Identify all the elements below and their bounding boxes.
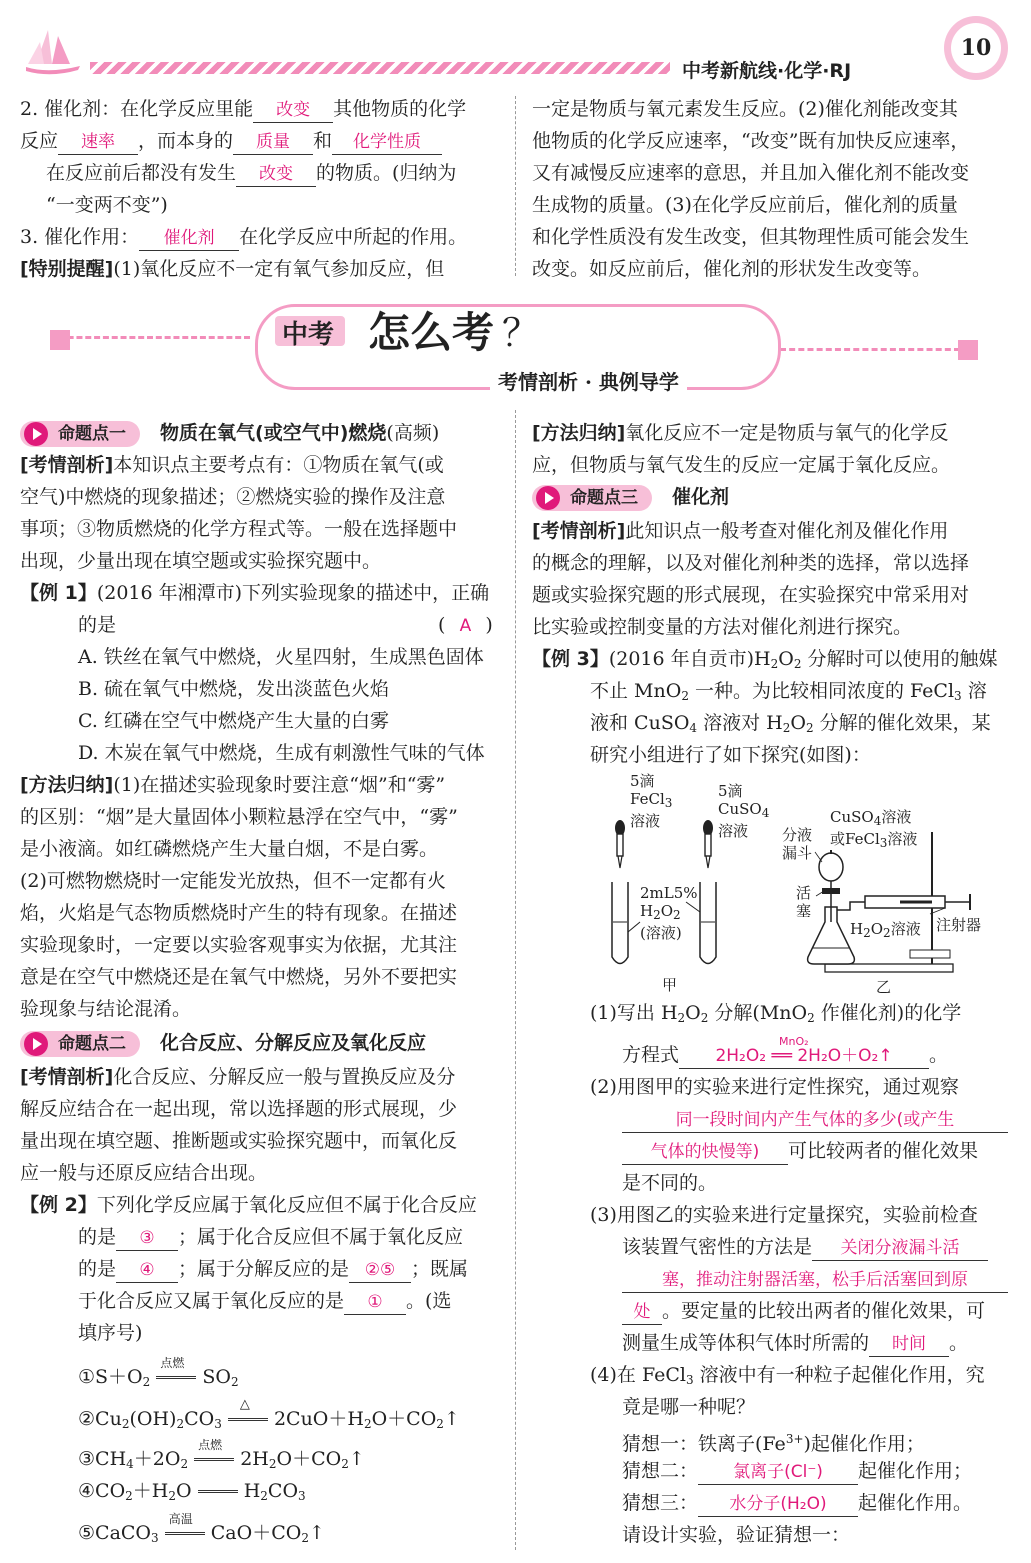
q2-line2 <box>622 1104 1008 1134</box>
h2o2-label: $H_2O_2$溶液 <box>850 920 921 940</box>
p1-analysis-4: 出现，少量出现在填空题或实验探究题中。 <box>20 550 382 572</box>
dropper2-label: 5滴 CuSO$_4$ 溶液 <box>718 782 770 840</box>
play-icon <box>24 1032 48 1056</box>
example2-l4: 于化合反应又属于氧化反应的是 ① 。(选 <box>78 1286 451 1316</box>
experiment-figure <box>600 772 1000 998</box>
header-stripe <box>90 62 670 74</box>
method-4: (2)可燃物燃烧时一定能发光放热，但不一定都有火 <box>20 870 446 892</box>
q3-line5: 测量生成等体积气体时所需的 时间 。 <box>622 1328 968 1358</box>
q4-line1: (4)在 FeCl$_3$ 溶液中有一种粒子起催化作用，究 <box>590 1364 985 1387</box>
q2-line3: 气体的快慢等) 可比较两者的催化效果 <box>622 1136 978 1166</box>
point3-heading: 命题点三 催化剂 <box>532 482 729 512</box>
option-b: B. 硫在氧气中燃烧，发出淡蓝色火焰 <box>78 678 390 700</box>
method-6: 实验现象时，一定要以实验客观事实为依据，尤其注 <box>20 934 458 956</box>
point2-badge: 命题点二 <box>20 1031 140 1057</box>
q3-line2: 该装置气密性的方法是 关闭分液漏斗活 <box>622 1232 988 1262</box>
answer-blank: 质量 <box>233 130 313 155</box>
example1-stem: 【例 1】(2016 年湘潭市)下列实验现象的描述中，正确 <box>20 582 490 604</box>
answer-blank: 速率 <box>58 130 138 155</box>
answer-blank: 关闭分液漏斗活 <box>812 1236 988 1261</box>
example2-l3: 的是 ④ ；属于分解反应的是 ②⑤ ；既属 <box>78 1254 468 1284</box>
q3-line4: 处 。要定量的比较出两者的催化效果，可 <box>622 1296 985 1326</box>
dropper1-label: 5滴 FeCl$_3$ 溶液 <box>630 772 673 830</box>
equation-5: ⑤CaCO$_3$ 高温 $CaO+CO_2↑$ <box>78 1512 325 1545</box>
example2-l2: 的是 ③ ；属于化合反应但不属于氧化反应 <box>78 1222 463 1252</box>
catalyst-def-line2: 反应 速率 ，而本身的 质量 和 化学性质 <box>20 126 442 156</box>
answer-blank: 时间 <box>869 1332 949 1357</box>
page-number-badge <box>944 16 1008 80</box>
reminder-cont-1: 一定是物质与氧元素发生反应。(2)催化剂能改变其 <box>532 98 958 120</box>
equation-3: $③CH_4+2O_2$ 点燃 $2H_2O+CO_2↑$ <box>78 1438 365 1471</box>
answer-blank: 塞，推动注射器活塞，松手后活塞回到原 <box>622 1268 1008 1293</box>
example1-answer: A <box>459 616 472 636</box>
r-method-1: [方法归纳]氧化反应不一定是物质与氧气的化学反 <box>532 422 949 444</box>
tube-label: 2mL5% $H_2O_2$ (溶液) <box>640 884 698 942</box>
column-divider-top <box>515 96 516 276</box>
page-number: 10 <box>951 23 1001 73</box>
answer-blank: ④ <box>116 1258 178 1283</box>
method-3: 是小液滴。如红磷燃烧产生大量白烟，不是白雾。 <box>20 838 439 860</box>
funnel-label: 分液 漏斗 <box>782 826 813 862</box>
q3-line1: (3)用图乙的实验来进行定量探究，实验前检查 <box>590 1204 978 1226</box>
example3-l3: 液和 CuSO$_4$ 溶液对 $H_2O_2$ 分解的催化效果，某 <box>590 712 991 735</box>
method-8: 验现象与结论混淆。 <box>20 998 192 1020</box>
p3-analysis-4: 比实验或控制变量的方法对催化剂进行探究。 <box>532 616 913 638</box>
banner-question-mark: ？ <box>502 311 541 355</box>
guess3: 猜想三： 水分子(H₂O) 起催化作用。 <box>622 1488 972 1518</box>
catalyst-def-line1: 2. 催化剂：在化学反应里能 改变 其他物质的化学 <box>20 94 466 124</box>
reminder-cont-4: 生成物的质量。(3)在化学反应前后，催化剂的质量 <box>532 194 958 216</box>
reminder-cont-3: 又有减慢反应速率的意思，并且加入催化剂不能改变 <box>532 162 970 184</box>
q1-line2: 方程式 MnO₂ 2H₂O₂ ══ 2H₂O＋O₂↑ 。 <box>622 1040 948 1070</box>
figure-jia-label: 甲 <box>662 976 678 994</box>
header-title: 中考新航线·化学·RJ <box>682 60 852 82</box>
syringe-label: 注射器 <box>936 916 982 934</box>
column-divider-main <box>515 410 516 1550</box>
q2-line1: (2)用图甲的实验来进行定性探究，通过观察 <box>590 1076 959 1098</box>
design-prompt: 请设计实验，验证猜想一： <box>622 1524 851 1546</box>
answer-blank: 处 <box>622 1300 662 1325</box>
figure-yi-label: 乙 <box>876 978 892 996</box>
banner-subtitle: 考情剖析 · 典例导学 <box>490 366 687 395</box>
option-c: C. 红磷在空气中燃烧产生大量的白雾 <box>78 710 389 732</box>
option-a: A. 铁丝在氧气中燃烧，火星四射，生成黑色固体 <box>78 646 484 668</box>
equation-1: $①S+O_2$ 点燃 $SO_2$ <box>78 1356 239 1389</box>
guess1: 猜想一：铁离子$(Fe^{3+})$起催化作用； <box>622 1432 925 1455</box>
equation-answer: MnO₂ 2H₂O₂ ══ 2H₂O＋O₂↑ <box>679 1044 929 1069</box>
answer-blank: 改变 <box>253 98 333 123</box>
method-7: 意是在空气中燃烧还是在氧气中燃烧，另外不要把实 <box>20 966 458 988</box>
q3-line3 <box>622 1264 1008 1294</box>
example3-l2: 不止 MnO$_2$ 一种。为比较相同浓度的 FeCl$_3$ 溶 <box>590 680 987 703</box>
p2-analysis-1: [考情剖析]化合反应、分解反应一般与置换反应及分 <box>20 1066 456 1088</box>
example3-l1: 【例 3】(2016 年自贡市)$H_2O_2$ 分解时可以使用的触媒 <box>532 648 998 671</box>
banner-title: 怎么考 <box>368 308 495 357</box>
q2-line4: 是不同的。 <box>622 1172 718 1194</box>
example1-stem2: 的是 ( A ) <box>78 614 493 636</box>
p2-analysis-2: 解反应结合在一起出现，常以选择题的形式展现，少 <box>20 1098 458 1120</box>
p1-analysis-1: [考情剖析]本知识点主要考点有：①物质在氧气(或 <box>20 454 444 476</box>
example2-l5: 填序号) <box>78 1322 143 1344</box>
p2-analysis-4: 应一般与还原反应结合出现。 <box>20 1162 268 1184</box>
r-method-2: 应，但物质与氧气发生的反应一定属于氧化反应。 <box>532 454 951 476</box>
method-5: 焰，火焰是气态物质燃烧时产生的特有现象。在描述 <box>20 902 458 924</box>
reminder-cont-6: 改变。如反应前后，催化剂的形状发生改变等。 <box>532 258 932 280</box>
special-reminder: [特别提醒](1)氧化反应不一定有氧气参加反应，但 <box>20 258 445 280</box>
p1-analysis-3: 事项；③物质燃烧的化学方程式等。一般在选择题中 <box>20 518 458 540</box>
p2-analysis-3: 量出现在填空题、推断题或实验探究题中，而氧化反 <box>20 1130 458 1152</box>
catalysis-line: 3. 催化作用： 催化剂 在化学反应中所起的作用。 <box>20 222 467 252</box>
answer-blank: ②⑤ <box>349 1258 411 1283</box>
example2-stem: 【例 2】下列化学反应属于氧化反应但不属于化合反应 <box>20 1194 477 1216</box>
method-2: 的区别：“烟”是大量固体小颗粒悬浮在空气中，“雾” <box>20 806 458 828</box>
q4-line2: 竟是哪一种呢？ <box>622 1396 756 1418</box>
banner-prefix: 中考 <box>282 320 335 350</box>
answer-blank: ① <box>344 1290 406 1315</box>
catalyst-def-line4: “一变两不变”) <box>46 194 168 216</box>
point3-badge: 命题点三 <box>532 485 652 511</box>
answer-blank: 化学性质 <box>332 130 442 155</box>
answer-blank: 气体的快慢等) <box>622 1140 788 1165</box>
p3-analysis-1: [考情剖析]此知识点一般考查对催化剂及催化作用 <box>532 520 949 542</box>
p3-analysis-3: 题或实验探究题的形式展现，在实验探究中常采用对 <box>532 584 970 606</box>
header-logo <box>18 22 88 77</box>
p1-analysis-2: 空气)中燃烧的现象描述；②燃烧实验的操作及注意 <box>20 486 446 508</box>
play-icon <box>24 422 48 446</box>
answer-blank: ③ <box>116 1226 178 1251</box>
catalyst-def-line3: 在反应前后都没有发生 改变 的物质。(归纳为 <box>46 158 456 188</box>
answer-blank: 改变 <box>236 162 316 187</box>
point1-heading: 命题点一 物质在氧气(或空气中)燃烧(高频) <box>20 418 439 448</box>
point2-heading: 命题点二 化合反应、分解反应及氧化反应 <box>20 1028 426 1058</box>
reminder-cont-2: 他物质的化学反应速率，“改变”既有加快反应速率， <box>532 130 970 152</box>
answer-blank: 催化剂 <box>139 226 239 251</box>
answer-blank: 同一段时间内产生气体的多少(或产生 <box>622 1108 1008 1133</box>
answer-blank: 氯离子(Cl⁻) <box>698 1460 858 1485</box>
valve-label: 活 塞 <box>796 884 812 920</box>
p3-analysis-2: 的概念的理解，以及对催化剂种类的选择，常以选择 <box>532 552 970 574</box>
answer-blank: 水分子(H₂O) <box>698 1492 858 1517</box>
method-1: [方法归纳](1)在描述实验现象时要注意“烟”和“雾” <box>20 774 446 796</box>
reminder-cont-5: 和化学性质没有发生改变，但其物理性质可能会发生 <box>532 226 970 248</box>
equation-2: $②Cu_2(OH)_2CO_3$ △ $2CuO+H_2O+CO_2↑$ <box>78 1397 460 1431</box>
play-icon <box>536 486 560 510</box>
solution-label: CuSO$_4$溶液 或FeCl$_3$溶液 <box>830 808 918 850</box>
equation-4: $④CO_2+H_2O$ $H_2CO_3$ <box>78 1476 306 1506</box>
guess2: 猜想二： 氯离子(Cl⁻) 起催化作用； <box>622 1456 972 1486</box>
point1-badge: 命题点一 <box>20 421 140 447</box>
example3-l4: 研究小组进行了如下探究(如图)： <box>590 744 871 766</box>
section-banner <box>50 296 980 400</box>
option-d: D. 木炭在氧气中燃烧，生成有刺激性气味的气体 <box>78 742 485 764</box>
q1-line1: (1)写出 $H_2O_2$ 分解(MnO$_2$ 作催化剂)的化学 <box>590 1002 962 1025</box>
